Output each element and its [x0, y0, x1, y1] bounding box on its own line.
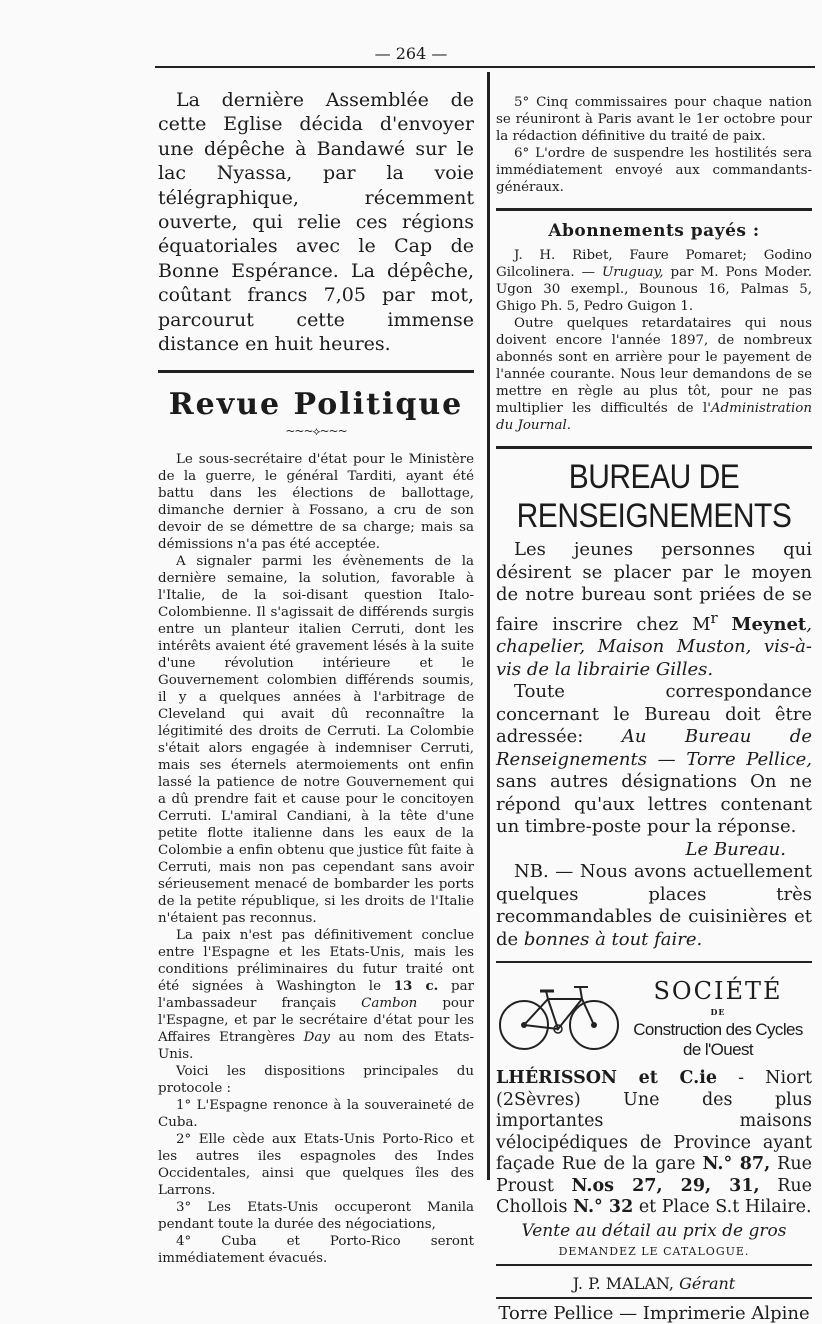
- societe-paragraph: LHÉRISSON et C.ie - Niort (2Sèvres) Une des plus importantes maisons vélocipédiques de Province ayant façade Rue de la gare N.° 87, Rue Proust N.os 27, 29, 31, Rue Chollois N.° 32 et Place S.t Hilaire.: [496, 1068, 813, 1217]
- bureau-nb: NB. — Nous avons actuellement quelques places très recommandables de cuisinières et de bonnes à tout faire.: [496, 861, 812, 950]
- societe-vente: Vente au détail au prix de gros: [521, 1220, 787, 1241]
- gerant-line: J. P. MALAN, Gérant: [572, 1273, 736, 1293]
- societe-catalogue: DEMANDEZ LE CATALOGUE.: [558, 1244, 750, 1258]
- abonnements-list: J. H. Ribet, Faure Pomaret; Godino Gilcolinera. — Uruguay, par M. Pons Moder. Ugon 30 exempl., Bounous 16, Palmas 5, Ghigo Ph. 5, Pedro Guigon 1.: [496, 248, 812, 314]
- paragraph-cerruti: A signaler parmi les évènements de la dernière semaine, la solution, favorable à l'Italie, de la soi-disant question Italo-Colombienne. Il s'agissait de différends surgis entre un planteur italien Cerruti, dont les intérêts avaient été gravement lésés à la suite d'une révolution intérieure et le Gouvernement colombien différends soumis, il y a quelques années à l'arbitrage de Cleveland qui avait dû reconnaître la légitimité des droits de Cerruti. La Colombie s'était alors engagée à indemniser Cerruti, mais ses éternels atermoiements ont enfin lassé la patience de notre Gouvernement qui a dû prendre fait et cause pour le concitoyen Cerruti. L'amiral Candiani, à la tête d'une petite flotte italienne dans les eaux de la Colombie a enfin obtenu que justice fût faite à Cerruti, mais non pas cependant sans avoir sérieusement menacé de bombarder les ports de la petite république, si les droits de l'Italie n'étaient pas reconnus.: [158, 554, 474, 927]
- section-rule: [496, 1264, 812, 1266]
- paragraph-tarditi: Le sous-secrétaire d'état pour le Ministère de la guerre, le général Tarditi, ayant été battu dans les élections de ballottage, dimanche dernier à Fossano, a cru de son devoir de se démettre de sa charge; mais sa démissions n'a pas été acceptée.: [158, 452, 474, 553]
- societe-subtitle: Construction des Cycles de l'Ouest: [633, 1020, 803, 1059]
- bicycle-icon: [496, 977, 624, 1055]
- header-rule: [155, 66, 815, 68]
- bureau-title: BUREAU DE RENSEIGNEMENTS: [516, 457, 792, 535]
- list-item: 4° Cuba et Porto-Rico seront immédiatement évacués.: [158, 1234, 474, 1267]
- abonnements-title: Abonnements payés :: [548, 221, 760, 241]
- list-item: 5° Cinq commissaires pour chaque nation se réuniront à Paris avant le 1er octobre pour la rédaction définitive du traité de paix.: [496, 95, 812, 144]
- paragraph-protocole: Voici les dispositions principales du protocole :: [158, 1064, 474, 1097]
- section-rule: [158, 370, 474, 373]
- list-item: 6° L'ordre de suspendre les hostilités sera immédiatement envoyé aux commandants-généraux.: [496, 146, 812, 195]
- list-item: 3° Les Etats-Unis occuperont Manila pendant toute la durée des négociations,: [158, 1200, 474, 1233]
- list-item: 1° L'Espagne renonce à la souveraineté de Cuba.: [158, 1098, 474, 1131]
- imprimerie-line: Torre Pellice — Imprimerie Alpine: [498, 1302, 810, 1324]
- section-rule: [496, 1297, 812, 1299]
- paragraph-paix: La paix n'est pas définitivement conclue entre l'Espagne et les Etats-Unis, mais les conditions préliminaires du futur traité ont été signées à Washington le 13 c. par l'ambassadeur français Cambon pour l'Espagne, et par le secrétaire d'état pour les Affaires Etrangères Day au nom des Etats-Unis.: [158, 928, 474, 1063]
- societe-heading: [624, 977, 812, 1060]
- right-column: [496, 94, 812, 1324]
- section-rule: [496, 961, 812, 963]
- abonnements-note: Outre quelques retardataires qui nous doivent encore l'année 1897, de nombreux abonnés sont en arrière pour le payement de l'année courante. Nous leur demandons de se mettre en règle au plus tôt, pour ne pas multiplier les difficultés de l'Administration du Journal.: [496, 316, 812, 433]
- list-item: 2° Elle cède aux Etats-Unis Porto-Rico et les autres iles espagnoles des Indes Occidentales, ainsi que quelques îles des Larrons.: [158, 1132, 474, 1199]
- bureau-paragraph-1: Les jeunes personnes qui désirent se placer par le moyen de notre bureau sont priées de se faire inscrire chez $M^r$ Meynet, chapelier, Maison Muston, vis-à-vis de la librairie Gilles.: [496, 539, 812, 680]
- societe-header: [496, 977, 812, 1060]
- section-title: Revue Politique: [168, 387, 464, 423]
- section-rule: [496, 208, 812, 211]
- bureau-signature: Le Bureau.: [685, 838, 786, 860]
- column-divider: [487, 72, 490, 1180]
- page-number: — 264 —: [374, 44, 448, 63]
- left-column: [158, 88, 474, 1267]
- bureau-paragraph-2: Toute correspondance concernant le Bureau doit être adressée: Au Bureau de Renseignements — Torre Pellice, sans autres désignations On ne répond qu'aux lettres contenant un timbre-poste pour la réponse.: [496, 681, 812, 837]
- societe-de: DE: [710, 1007, 726, 1017]
- section-rule: [496, 446, 812, 449]
- societe-title: SOCIÉTÉ: [653, 977, 783, 1005]
- assembly-paragraph: La dernière Assemblée de cette Eglise décida d'envoyer une dépêche à Bandawé sur le lac Nyassa, par la voie télégraphique, récemment ouverte, qui relie ces régions équatoriales avec le Cap de Bonne Espérance. La dépêche, coûtant francs 7,05 par mot, parcourut cette immense distance en huit heures.: [158, 89, 474, 356]
- ornament-divider: ~~~⟡~~~: [285, 424, 347, 439]
